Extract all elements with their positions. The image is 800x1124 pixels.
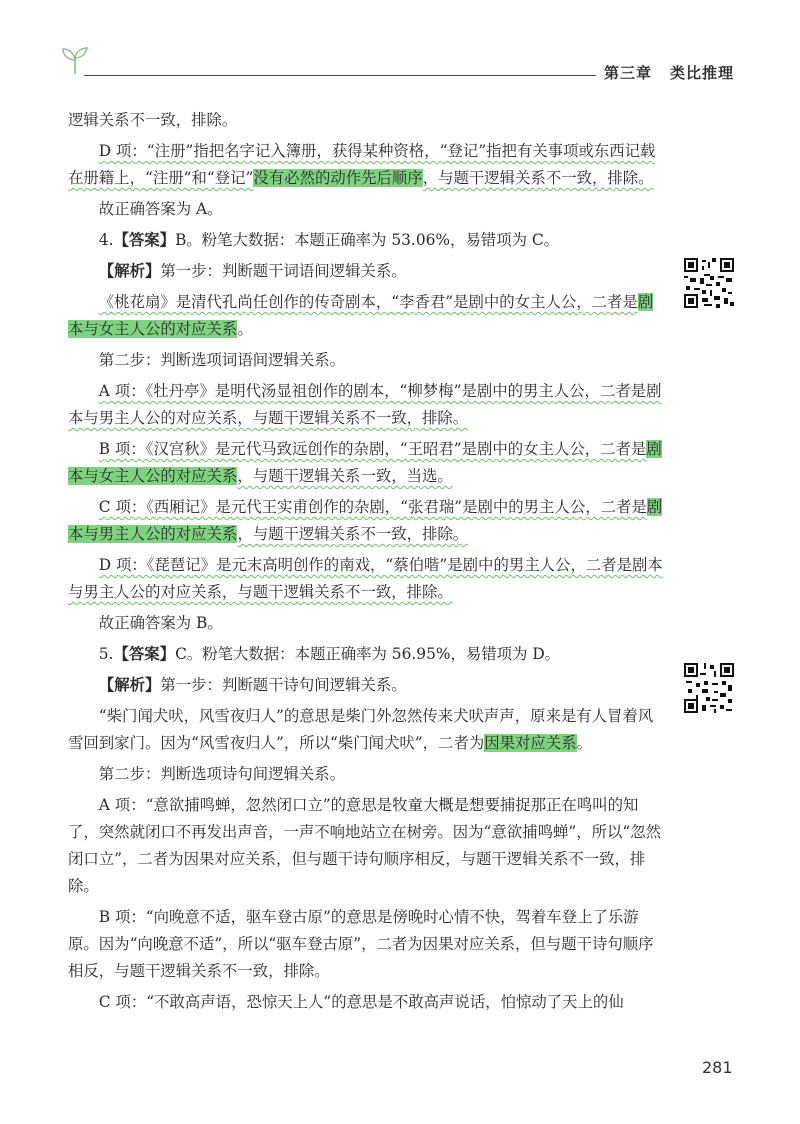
q4-option-c-text: C 项：《西厢记》是元代王实甫创作的杂剧，“张君瑞”是剧中的男主人公，二者是 xyxy=(98,498,647,516)
option-d1-text: D 项：“注册”指把名字记入簿册，获得某种资格，“登记”指把有关事项或东西记载在册籍上，“注册”和“登记” xyxy=(68,142,656,187)
q4-option-b-highlight: 剧本与女主人公的对应关系 xyxy=(68,440,662,485)
q4-option-b-text: B 项：《汉宫秋》是元代马致远创作的杂剧，“王昭君”是剧中的女主人公，二者是 xyxy=(98,440,647,458)
paragraph-option-d1 xyxy=(68,138,668,192)
q5-stem-text: “柴门闻犬吠，风雪夜归人”的意思是柴门外忽然传来犬吠声声，原来是有人冒着风雪回到家门。因为“风雪夜归人”，所以“柴门闻犬吠”，二者为 xyxy=(68,707,654,752)
chapter-section: 类比推理 xyxy=(670,64,735,82)
option-d1-highlight: 没有必然的动作先后顺序 xyxy=(253,169,423,187)
q4-analysis xyxy=(68,258,668,285)
q4-analysis-label: 【解析】 xyxy=(98,262,161,280)
q4-option-a-text: A 项：《牡丹亭》是明代汤显祖创作的剧本，“柳梦梅”是剧中的男主人公，二者是剧本与男主人公的对应关系，与题干逻辑关系不一致，排除。 xyxy=(68,382,662,427)
q4-answer-label: 【答案】 xyxy=(113,231,176,249)
q5-answer xyxy=(68,641,668,668)
q4-option-d xyxy=(68,552,668,606)
q4-step1: 第一步：判断题干词语间逻辑关系。 xyxy=(160,262,407,280)
q4-option-b xyxy=(68,436,668,490)
q5-answer-label: 【答案】 xyxy=(113,645,176,663)
q5-analysis-label: 【解析】 xyxy=(98,676,161,694)
q4-stem xyxy=(68,289,668,343)
option-d1-tail: ，与题干逻辑关系不一致，排除。 xyxy=(422,169,654,187)
q5-option-a: A 项：“意欲捕鸣蝉，忽然闭口立”的意思是牧童大概是想要捕捉那正在鸣叫的知了，突然就闭口不再发出声音，一声不响地站立在树旁。因为“意欲捕鸣蝉”，所以“忽然闭口立”，二者为因果对应关系，但与题干诗句顺序相反，与题干逻辑关系不一致，排除。 xyxy=(68,796,662,895)
q4-step2: 第二步：判断选项词语间逻辑关系。 xyxy=(98,351,346,369)
header-rule xyxy=(84,75,596,76)
q5-stem-highlight: 因果对应关系 xyxy=(484,734,577,752)
q4-stem-tail: 。 xyxy=(237,320,253,338)
page-number: 281 xyxy=(702,1058,733,1077)
chapter-title xyxy=(604,62,734,83)
q5-stem-tail: 。 xyxy=(576,734,593,752)
q4-option-c xyxy=(68,494,668,548)
q4-stem-text: 《桃花扇》是清代孔尚任创作的传奇剧本，“李香君”是剧中的女主人公，二者是 xyxy=(98,293,638,311)
q5-step2: 第二步：判断选项诗句间逻辑关系。 xyxy=(98,765,346,783)
q5-option-c: C 项：“不敢高声语，恐惊天上人”的意思是不敢高声说话，怕惊动了天上的仙 xyxy=(98,993,624,1011)
chapter-number: 第三章 xyxy=(604,64,653,82)
page-body xyxy=(68,107,668,1020)
q4-stem-highlight: 剧本与女主人公的对应关系 xyxy=(68,293,654,338)
answer-b: 故正确答案为 B。 xyxy=(98,614,223,632)
q4-answer xyxy=(68,227,668,254)
q4-option-c-highlight: 剧本与男主人公的对应关系 xyxy=(68,498,663,543)
q5-option-b: B 项：“向晚意不适，驱车登古原”的意思是傍晚时心情不快，驾着车登上了乐游原。因为“向晚意不适”，所以“驱车登古原”，二者为因果对应关系，但与题干诗句顺序相反，与题干逻辑关系不一致，排除。 xyxy=(68,908,654,980)
qr-code-icon[interactable] xyxy=(684,663,734,713)
q4-option-c-tail: ，与题干逻辑关系不一致，排除。 xyxy=(237,525,469,543)
q5-step1: 第一步：判断题干诗句间逻辑关系。 xyxy=(160,676,407,694)
q4-option-b-tail: ，与题干逻辑关系一致，当选。 xyxy=(237,467,453,485)
q5-analysis xyxy=(68,672,668,699)
answer-a: 故正确答案为 A。 xyxy=(98,200,223,218)
q4-option-d-text: D 项：《琵琶记》是元末高明创作的南戏，“蔡伯喈”是剧中的男主人公，二者是剧本与男主人公的对应关系，与题干逻辑关系不一致，排除。 xyxy=(68,556,663,601)
q4-option-a xyxy=(68,378,668,432)
q4-number: 4. xyxy=(98,231,114,249)
page-header xyxy=(0,0,800,90)
q5-number: 5. xyxy=(98,645,114,663)
q4-answer-text: B。粉笔大数据：本题正确率为 53.06%，易错项为 C。 xyxy=(175,231,560,249)
qr-code-icon[interactable] xyxy=(684,258,734,308)
paragraph-line1: 逻辑关系不一致，排除。 xyxy=(68,111,238,129)
q5-stem xyxy=(68,703,668,757)
sprout-icon xyxy=(58,46,92,76)
q5-answer-text: C。粉笔大数据：本题正确率为 56.95%，易错项为 D。 xyxy=(175,645,561,663)
